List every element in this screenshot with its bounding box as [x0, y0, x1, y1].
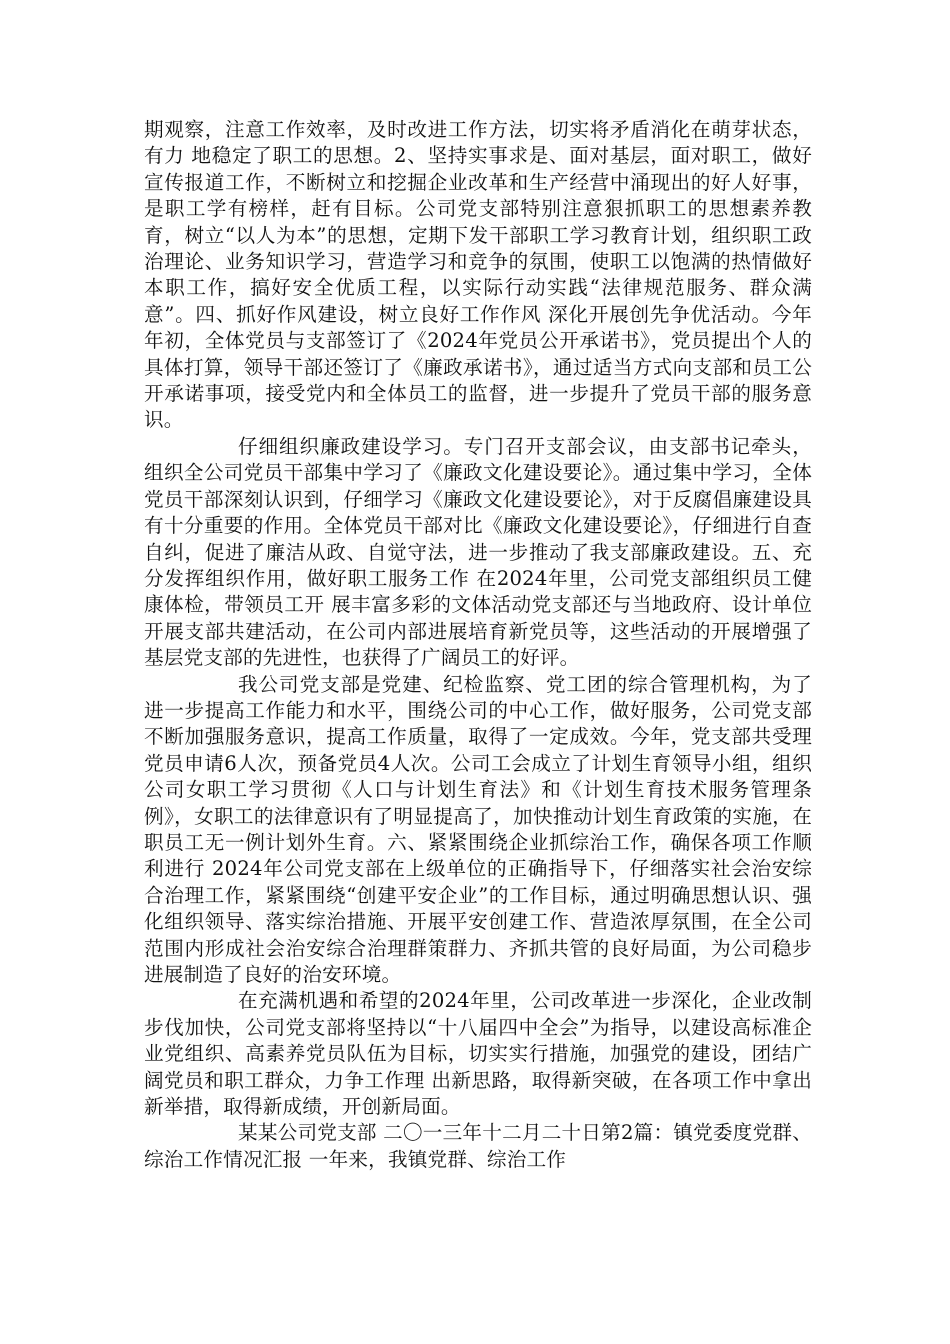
- paragraph-2: 仔细组织廉政建设学习。专门召开支部会议，由支部书记牵头，组织全公司党员干部集中学习了《廉政文化建设要论》。通过集中学习，全体党员干部深刻认识到，仔细学习《廉政文化建设要论》，对于反腐倡廉建设具有十分重要的作用。全体党员干部对比《廉政文化建设要论》，仔细进行自查自纠，促进了廉洁从政、自觉守法，进一步推动了我支部廉政建设。五、充分发挥组织作用，做好职工服务工作 在2024年里，公司党支部组织员工健康体检，带领员工开 展丰富多彩的文体活动党支部还与当地政府、设计单位开展支部共建活动，在公司内部进展培育新党员等，这些活动的开展增强了基层党支部的先进性，也获得了广阔员工的好评。: [144, 434, 812, 670]
- paragraph-3: 我公司党支部是党建、纪检监察、党工团的综合管理机构，为了进一步提高工作能力和水平，围绕公司的中心工作，做好服务，公司党支部不断加强服务意识，提高工作质量，取得了一定成效。今年，党支部共受理党员申请6人次，预备党员4人次。公司工会成立了计划生育领导小组，组织公司女职工学习贯彻《人口与计划生育法》和《计划生育技术服务管理条例》，女职工的法律意识有了明显提高了，加快推动计划生育政策的实施，在职员工无一例计划外生育。六、紧紧围绕企业抓综治工作，确保各项工作顺利进行 2024年公司党支部在上级单位的正确指导下，仔细落实社会治安综合治理工作，紧紧围绕“创建平安企业”的工作目标，通过明确思想认识、强化组织领导、落实综治措施、开展平安创建工作、营造浓厚氛围，在全公司范围内形成社会治安综合治理群策群力、齐抓共管的良好局面，为公司稳步进展制造了良好的治安环境。: [144, 672, 812, 986]
- paragraph-1: 期观察，注意工作效率，及时改进工作方法，切实将矛盾消化在萌芽状态，有力 地稳定了职工的思想。2、坚持实事求是、面对基层，面对职工，做好宣传报道工作，不断树立和挖掘企业改革和生产经营中涌现出的好人好事，是职工学有榜样，赶有目标。公司党支部特别注意狠抓职工的思想素养教育，树立“以人为本”的思想，定期下发干部职工学习教育计划，组织职工政治理论、业务知识学习，营造学习和竞争的氛围，使职工以饱满的热情做好本职工作，搞好安全优质工程，以实际行动实践“法律规范服务、群众满意”。四、抓好作风建设，树立良好工作作风 深化开展创先争优活动。今年年初，全体党员与支部签订了《2024年党员公开承诺书》，党员提出个人的具体打算，领导干部还签订了《廉政承诺书》，通过适当方式向支部和员工公开承诺事项，接受党内和全体员工的监督，进一步提升了党员干部的服务意识。: [144, 118, 812, 432]
- document-body: [144, 117, 812, 1173]
- paragraph-4: 在充满机遇和希望的2024年里，公司改革进一步深化，企业改制步伐加快，公司党支部将坚持以“十八届四中全会”为指导，以建设高标准企业党组织、高素养党员队伍为目标，切实实行措施，加强党的建设，团结广阔党员和职工群众，力争工作理 出新思路，取得新突破，在各项工作中拿出新举措，取得新成绩，开创新局面。: [144, 989, 812, 1119]
- paragraph-5-signature: 某某公司党支部 二〇一三年十二月二十日第2篇：镇党委度党群、综治工作情况汇报 一年来，我镇党群、综治工作: [144, 1121, 812, 1171]
